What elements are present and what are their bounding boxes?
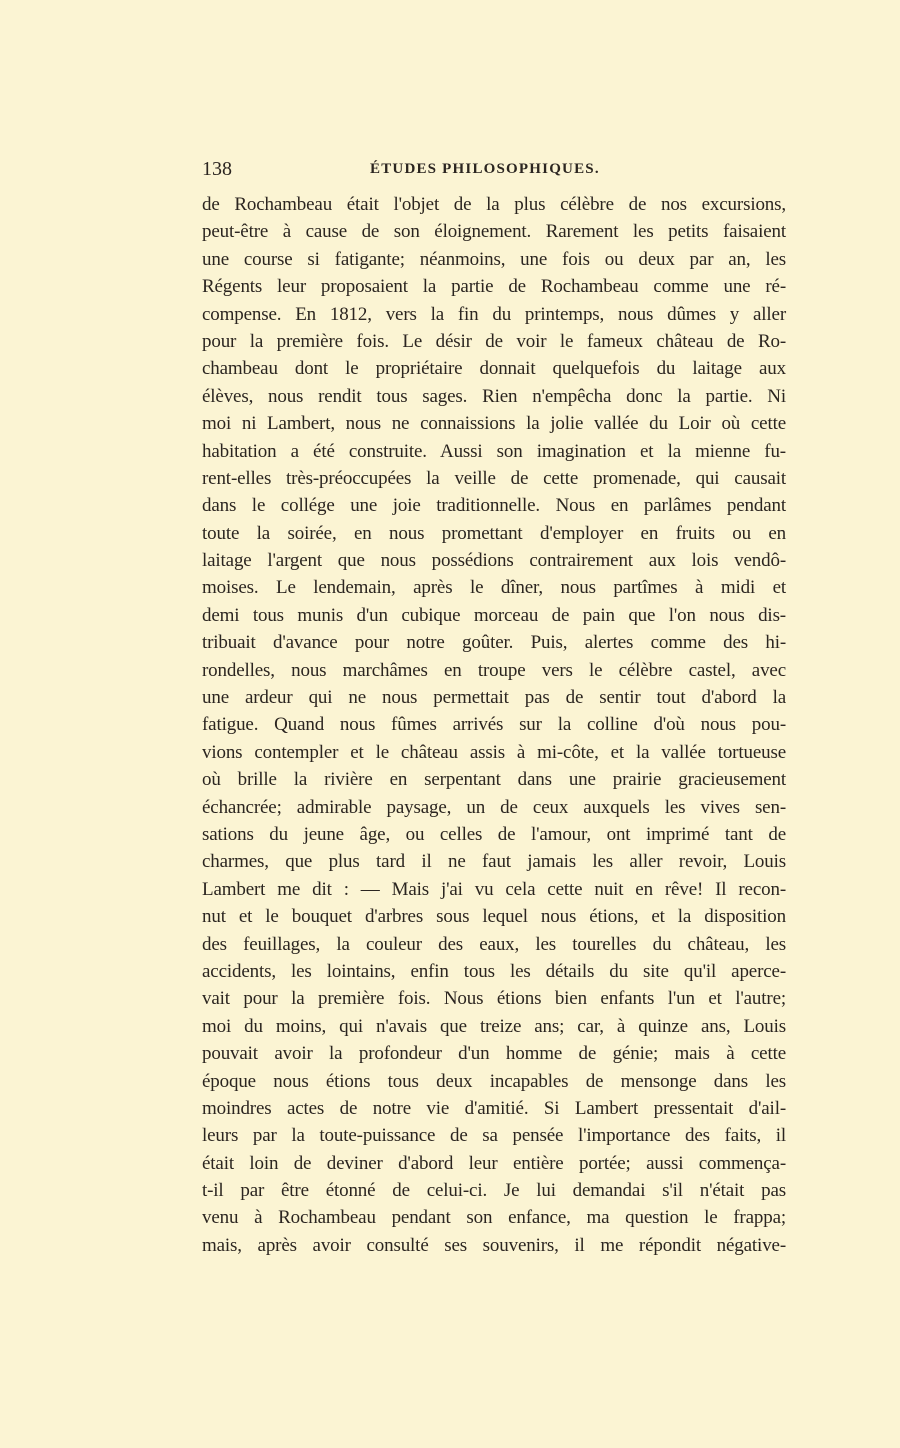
text-line: moindres actes de notre vie d'amitié. Si Lambert pressentait d'ail- [202, 1097, 786, 1119]
text-line: habitation a été construite. Aussi son imagination et la mienne fu- [202, 440, 786, 462]
text-line: époque nous étions tous deux incapables de mensonge dans les [202, 1070, 786, 1092]
page-number: 138 [202, 158, 232, 180]
running-title: ÉTUDES PHILOSOPHIQUES. [370, 161, 600, 177]
text-line: chambeau dont le propriétaire donnait quelquefois du laitage aux [202, 358, 786, 380]
text-line: pouvait avoir la profondeur d'un homme de génie; mais à cette [202, 1043, 786, 1065]
text-line: vait pour la première fois. Nous étions bien enfants l'un et l'autre; [202, 988, 786, 1010]
text-line: compense. En 1812, vers la fin du printemps, nous dûmes y aller [202, 303, 786, 325]
text-line: Lambert me dit : — Mais j'ai vu cela cette nuit en rêve! Il recon- [202, 878, 786, 900]
text-line: peut-être à cause de son éloignement. Rarement les petits faisaient [202, 221, 786, 243]
text-line: rondelles, nous marchâmes en troupe vers le célèbre castel, avec [202, 659, 786, 681]
text-line: t-il par être étonné de celui-ci. Je lui demandai s'il n'était pas [202, 1180, 786, 1202]
text-line: accidents, les lointains, enfin tous les détails du site qu'il aperce- [202, 960, 786, 982]
text-line: vions contempler et le château assis à mi-côte, et la vallée tortueuse [202, 741, 786, 763]
text-line: était loin de deviner d'abord leur entière portée; aussi commença- [202, 1152, 786, 1174]
text-line: tribuait d'avance pour notre goûter. Puis, alertes comme des hi- [202, 632, 786, 654]
text-line: venu à Rochambeau pendant son enfance, ma question le frappa; [202, 1207, 786, 1229]
text-line: des feuillages, la couleur des eaux, les tourelles du château, les [202, 933, 786, 955]
text-line: laitage l'argent que nous possédions contrairement aux lois vendô- [202, 550, 786, 572]
text-line: leurs par la toute-puissance de sa pensée l'importance des faits, il [202, 1125, 786, 1147]
text-line: demi tous munis d'un cubique morceau de pain que l'on nous dis- [202, 604, 786, 626]
text-line: dans le collége une joie traditionnelle. Nous en parlâmes pendant [202, 495, 786, 517]
text-line: moises. Le lendemain, après le dîner, nous partîmes à midi et [202, 577, 786, 599]
text-line: où brille la rivière en serpentant dans une prairie gracieusement [202, 769, 786, 791]
text-line: sations du jeune âge, ou celles de l'amour, ont imprimé tant de [202, 823, 786, 845]
body-text [202, 191, 786, 1259]
text-line: moi ni Lambert, nous ne connaissions la jolie vallée du Loir où cette [202, 413, 786, 435]
page-header [202, 158, 786, 184]
text-line: une ardeur qui ne nous permettait pas de sentir tout d'abord la [202, 687, 786, 709]
text-line: échancrée; admirable paysage, un de ceux auxquels les vives sen- [202, 796, 786, 818]
text-line: moi du moins, qui n'avais que treize ans; car, à quinze ans, Louis [202, 1015, 786, 1037]
text-line: de Rochambeau était l'objet de la plus célèbre de nos excursions, [202, 194, 786, 215]
text-line: toute la soirée, en nous promettant d'employer en fruits ou en [202, 522, 786, 544]
text-line: élèves, nous rendit tous sages. Rien n'empêcha donc la partie. Ni [202, 385, 786, 407]
text-line: mais, après avoir consulté ses souvenirs, il me répondit négative- [202, 1234, 786, 1256]
text-line: Régents leur proposaient la partie de Rochambeau comme une ré- [202, 276, 786, 298]
text-line: fatigue. Quand nous fûmes arrivés sur la colline d'où nous pou- [202, 714, 786, 736]
text-line: charmes, que plus tard il ne faut jamais les aller revoir, Louis [202, 851, 786, 873]
text-line: pour la première fois. Le désir de voir le fameux château de Ro- [202, 330, 786, 352]
text-line: une course si fatigante; néanmoins, une fois ou deux par an, les [202, 248, 786, 270]
text-line: nut et le bouquet d'arbres sous lequel nous étions, et la disposition [202, 906, 786, 928]
text-line: rent-elles très-préoccupées la veille de cette promenade, qui causait [202, 467, 786, 489]
